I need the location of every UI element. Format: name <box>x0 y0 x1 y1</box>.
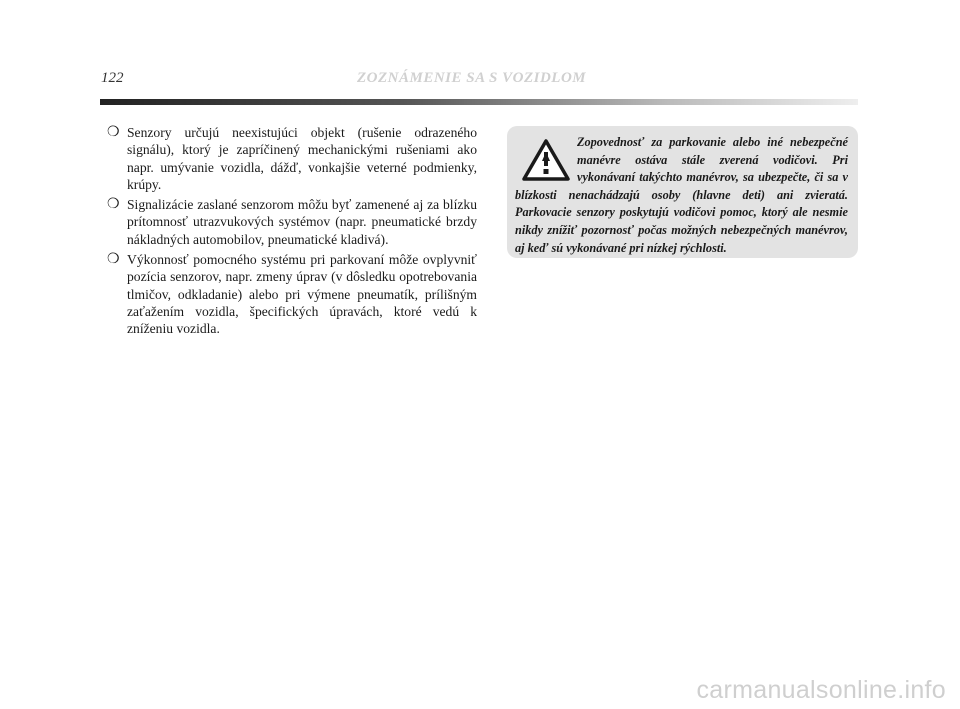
list-item <box>107 196 477 248</box>
warning-triangle-icon <box>521 138 571 182</box>
list-item-text: Senzory určujú neexistujúci objekt (rušenie odrazeného signálu), ktorý je zapríčinený mechanickými rušeniami ako napr. umývanie vozidla, dážď, vonkajšie veterné podmienky, krúpy. <box>127 125 477 192</box>
list-item-text: Výkonnosť pomocného systému pri parkovaní môže ovplyvniť pozícia senzorov, napr. zmeny úprav (v dôsledku opotrebovania tlmičov, odkladanie) alebo pri výmene pneumatík, prílišným zaťažením vozidla, špecifických úpravách, ktoré vedú k zníženiu vozidla. <box>127 252 477 337</box>
bullet-circle-icon: ❍ <box>107 252 120 268</box>
page-number: 122 <box>101 70 124 86</box>
header-rule <box>100 99 858 105</box>
warning-text: Zopovednosť za parkovanie alebo iné nebezpečné manévre ostáva stále zverená vodičovi. Pri vykonávaní takýchto manévrov, sa ubezpečte, či sa v blízkosti nenachádzajú osoby (hlavne deti) ani zvieratá. Parkovacie senzory poskytujú vodičovi pomoc, ktorý ale nesmie nikdy znížiť pozornosť počas možných nebezpečných manévrov, aj keď sú vykonávané pri nízkej rýchlosti. <box>515 135 848 255</box>
list-item-text: Signalizácie zaslané senzorom môžu byť zamenené aj za blízku prítomnosť utrazvukových systémov (napr. pneumatické brzdy nákladných automobilov, pneumatické kladivá). <box>127 197 477 247</box>
bullet-list <box>107 124 477 341</box>
watermark: carmanualsonline.info <box>696 676 946 704</box>
list-item <box>107 251 477 337</box>
bullet-circle-icon: ❍ <box>107 125 120 140</box>
page-header <box>0 68 960 98</box>
running-title: ZOZNÁMENIE SA S VOZIDLOM <box>357 70 587 86</box>
bullet-circle-icon: ❍ <box>107 197 120 213</box>
list-item <box>107 124 477 193</box>
warning-box <box>507 126 858 258</box>
